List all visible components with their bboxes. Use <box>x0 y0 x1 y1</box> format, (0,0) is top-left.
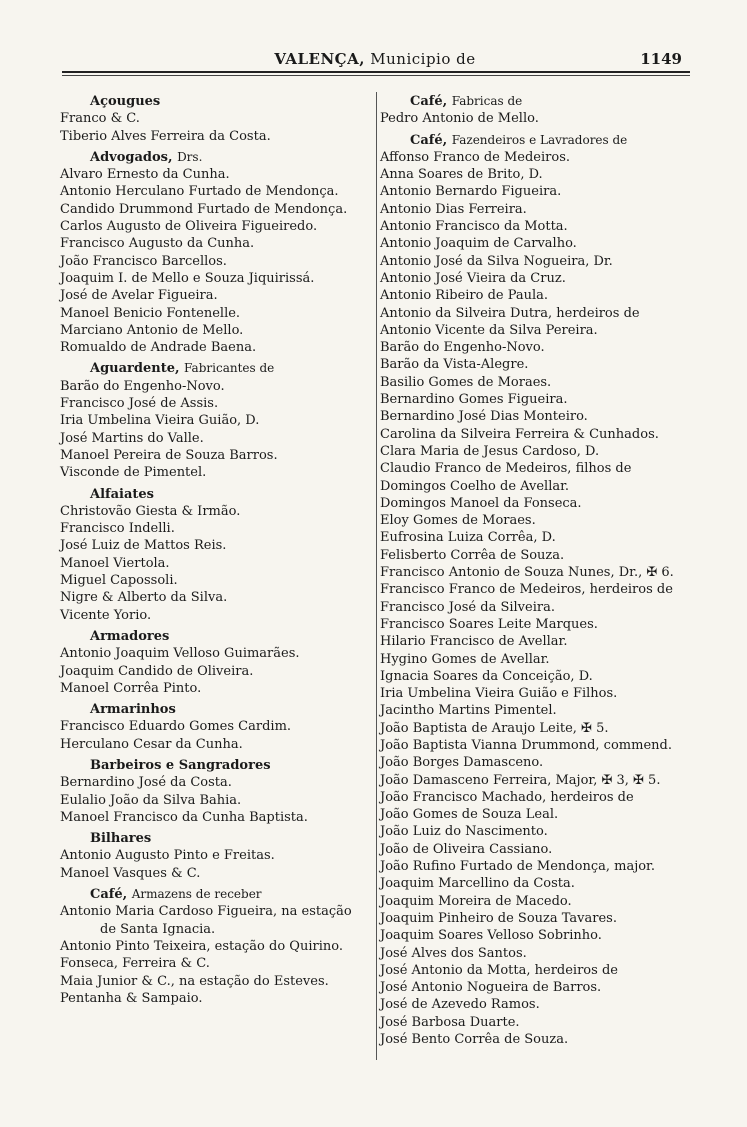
directory-entry: Manoel Corrêa Pinto. <box>60 680 202 696</box>
directory-entry: Antonio Francisco da Motta. <box>380 219 568 235</box>
directory-entry: Joaquim Candido de Oliveira. <box>60 663 254 679</box>
section-heading <box>60 360 372 377</box>
section-heading-sub: Fazendeiros e Lavradores de <box>451 132 628 147</box>
directory-entry: Bernardino José Dias Monteiro. <box>380 409 588 425</box>
directory-entry: Domingos Manoel da Fonseca. <box>380 495 582 511</box>
directory-entry: Francisco José da Silveira. <box>380 599 555 615</box>
directory-entry: Visconde de Pimentel. <box>60 465 207 481</box>
section-heading <box>60 486 372 503</box>
section-heading-title: Café, <box>90 887 128 903</box>
directory-entry: Affonso Franco de Medeiros. <box>380 149 570 165</box>
directory-entry: Fonseca, Ferreira & C. <box>60 956 210 972</box>
directory-entry: Joaquim Marcellino da Costa. <box>380 876 575 892</box>
directory-entry: Manoel Viertola. <box>60 555 170 571</box>
directory-entry: Carolina da Silveira Ferreira & Cunhados. <box>380 426 659 442</box>
page-title <box>60 50 690 68</box>
section-heading <box>60 149 372 166</box>
directory-entry: Iria Umbelina Vieira Guião, D. <box>60 413 260 429</box>
directory-entry: José Barbosa Duarte. <box>380 1014 520 1030</box>
section-heading-sub: Fabricas de <box>451 94 523 108</box>
directory-entry: José Luiz de Mattos Reis. <box>60 538 227 554</box>
directory-entry: Antonio Dias Ferreira. <box>380 201 527 217</box>
directory-entry: Christovão Giesta & Irmão. <box>60 503 241 519</box>
section-heading-sub: Armazens de receber <box>131 887 262 902</box>
section-heading <box>60 830 372 847</box>
directory-section <box>60 360 372 481</box>
directory-entry: Eloy Gomes de Moraes. <box>380 513 536 529</box>
directory-entry: João Rufino Furtado de Mendonça, major. <box>380 859 655 875</box>
directory-entry: João Luiz do Nascimento. <box>380 824 548 840</box>
directory-entry: Francisco José de Assis. <box>60 396 219 412</box>
directory-entry: Alvaro Ernesto da Cunha. <box>60 167 230 183</box>
section-heading-title: Advogados, <box>90 149 173 165</box>
directory-entry: Francisco Eduardo Gomes Cardim. <box>60 719 292 735</box>
left-column <box>60 93 372 1007</box>
directory-entry: Bernardino José da Costa. <box>60 775 232 791</box>
directory-entry: Ignacia Soares da Conceição, D. <box>380 668 593 684</box>
directory-entry: José Bento Corrêa de Souza. <box>380 1032 569 1048</box>
directory-entry: Franco & C. <box>60 111 140 127</box>
directory-entry: Anna Soares de Brito, D. <box>380 167 543 183</box>
directory-section <box>60 701 372 753</box>
directory-entry: Pentanha & Sampaio. <box>60 990 203 1006</box>
directory-entry: de Santa Ignacia. <box>100 921 216 937</box>
directory-entry: Pedro Antonio de Mello. <box>380 111 539 127</box>
directory-entry: Basilio Gomes de Moraes. <box>380 374 552 390</box>
section-heading-title: Alfaiates <box>90 486 154 502</box>
directory-section <box>60 628 372 697</box>
directory-entry: Jacintho Martins Pimentel. <box>380 703 557 719</box>
section-heading <box>60 886 372 903</box>
directory-section <box>60 757 372 826</box>
directory-entry: Antonio da Silveira Dutra, herdeiros de <box>380 305 640 321</box>
directory-entry: Claudio Franco de Medeiros, filhos de <box>380 461 632 477</box>
directory-entry: Joaquim Moreira de Macedo. <box>380 893 572 909</box>
section-heading-sub: Drs. <box>177 149 203 164</box>
section-heading <box>60 757 372 774</box>
directory-entry: Antonio Joaquim de Carvalho. <box>380 236 577 252</box>
page-header <box>60 50 690 70</box>
column-divider <box>376 92 377 1060</box>
directory-entry: Miguel Capossoli. <box>60 573 178 589</box>
right-column <box>380 93 702 1048</box>
section-heading <box>380 93 702 110</box>
section-heading-title: Barbeiros e Sangradores <box>90 757 271 773</box>
section-heading-title: Armarinhos <box>90 702 176 718</box>
directory-entry: Manoel Benicio Fontenelle. <box>60 305 241 321</box>
section-heading-title: Café, <box>410 132 448 148</box>
directory-entry: José Martins do Valle. <box>60 430 204 446</box>
directory-section <box>60 93 372 145</box>
section-heading-title: Açougues <box>90 94 161 109</box>
directory-entry: Antonio Pinto Teixeira, estação do Quirino. <box>60 938 343 954</box>
section-heading-sub: Fabricantes de <box>184 361 275 376</box>
directory-entry: Candido Drummond Furtado de Mendonça. <box>60 201 348 217</box>
directory-entry: Carlos Augusto de Oliveira Figueiredo. <box>60 219 318 235</box>
section-heading-title: Café, <box>410 94 448 109</box>
directory-entry: João Baptista Vianna Drummond, commend. <box>380 737 672 753</box>
directory-entry: João Borges Damasceno. <box>380 755 544 771</box>
directory-entry: João Gomes de Souza Leal. <box>380 807 559 823</box>
section-heading <box>60 628 372 645</box>
section-heading-title: Aguardente, <box>90 361 180 377</box>
directory-entry: Francisco Augusto da Cunha. <box>60 236 255 252</box>
directory-section <box>380 132 702 1049</box>
directory-entry: João de Oliveira Cassiano. <box>380 841 553 857</box>
section-heading-title: Armadores <box>90 628 170 644</box>
directory-section <box>60 886 372 1007</box>
directory-entry: Antonio Maria Cardoso Figueira, na estação <box>60 904 352 920</box>
directory-entry: Antonio Bernardo Figueira. <box>380 184 562 200</box>
directory-entry: Eufrosina Luiza Corrêa, D. <box>380 530 556 546</box>
directory-entry: Barão da Vista-Alegre. <box>380 357 529 373</box>
directory-entry: Francisco Indelli. <box>60 521 175 537</box>
directory-entry: Domingos Coelho de Avellar. <box>380 478 570 494</box>
directory-entry: Vicente Yorio. <box>60 607 152 623</box>
directory-entry: Barão do Engenho-Novo. <box>60 378 225 394</box>
section-heading-title: Bilhares <box>90 831 152 847</box>
page-number: 1149 <box>640 50 682 68</box>
directory-entry: José de Azevedo Ramos. <box>380 997 540 1013</box>
directory-entry: Antonio José da Silva Nogueira, Dr. <box>380 253 613 269</box>
directory-entry: Romualdo de Andrade Baena. <box>60 340 257 356</box>
directory-entry: Nigre & Alberto da Silva. <box>60 590 228 606</box>
page-title-city: VALENÇA, <box>274 50 365 68</box>
directory-entry: Eulalio João da Silva Bahia. <box>60 792 242 808</box>
directory-entry: João Francisco Machado, herdeiros de <box>380 789 634 805</box>
directory-entry: Tiberio Alves Ferreira da Costa. <box>60 128 271 144</box>
directory-entry: Francisco Franco de Medeiros, herdeiros de <box>380 582 673 598</box>
directory-entry: Barão do Engenho-Novo. <box>380 340 545 356</box>
directory-entry: Antonio Ribeiro de Paula. <box>380 288 549 304</box>
directory-entry: Manoel Francisco da Cunha Baptista. <box>60 809 308 825</box>
directory-entry: Francisco Soares Leite Marques. <box>380 616 598 632</box>
directory-entry: José Antonio Nogueira de Barros. <box>380 980 602 996</box>
directory-entry: Joaquim Soares Velloso Sobrinho. <box>380 928 602 944</box>
directory-entry: Joaquim I. de Mello e Souza Jiquirissá. <box>60 270 315 286</box>
directory-entry: José Alves dos Santos. <box>380 945 527 961</box>
directory-entry: Bernardino Gomes Figueira. <box>380 392 568 408</box>
directory-entry: Hygino Gomes de Avellar. <box>380 651 550 667</box>
directory-entry: Iria Umbelina Vieira Guião e Filhos. <box>380 686 618 702</box>
directory-entry: João Baptista de Araujo Leite, ✠ 5. <box>380 720 609 736</box>
header-rule <box>62 71 690 73</box>
directory-entry: Antonio José Vieira da Cruz. <box>380 270 566 286</box>
directory-entry: Francisco Antonio de Souza Nunes, Dr., ✠ 6. <box>380 565 674 581</box>
directory-entry: Antonio Herculano Furtado de Mendonça. <box>60 184 339 200</box>
directory-entry: Herculano Cesar da Cunha. <box>60 736 243 752</box>
section-heading <box>60 93 372 110</box>
directory-section <box>60 149 372 357</box>
directory-entry: José Antonio da Motta, herdeiros de <box>380 962 618 978</box>
directory-entry: Felisberto Corrêa de Souza. <box>380 547 565 563</box>
directory-entry: Marciano Antonio de Mello. <box>60 322 244 338</box>
directory-entry: Manoel Pereira de Souza Barros. <box>60 447 278 463</box>
directory-section <box>60 486 372 624</box>
header-rule-thin <box>62 75 690 76</box>
directory-section <box>380 93 702 128</box>
directory-entry: Joaquim Pinheiro de Souza Tavares. <box>380 910 617 926</box>
section-heading <box>380 132 702 149</box>
directory-entry: Hilario Francisco de Avellar. <box>380 634 568 650</box>
directory-entry: Antonio Joaquim Velloso Guimarães. <box>60 646 300 662</box>
directory-entry: Maia Junior & C., na estação do Esteves. <box>60 973 329 989</box>
directory-entry: Clara Maria de Jesus Cardoso, D. <box>380 443 600 459</box>
directory-entry: Manoel Vasques & C. <box>60 865 201 881</box>
directory-entry: João Francisco Barcellos. <box>60 253 227 269</box>
directory-entry: Antonio Augusto Pinto e Freitas. <box>60 848 275 864</box>
directory-entry: José de Avelar Figueira. <box>60 288 218 304</box>
directory-section <box>60 830 372 882</box>
directory-entry: João Damasceno Ferreira, Major, ✠ 3, ✠ 5. <box>380 772 661 788</box>
page-title-rest: Municipio de <box>370 50 476 68</box>
section-heading <box>60 701 372 718</box>
directory-entry: Antonio Vicente da Silva Pereira. <box>380 322 598 338</box>
